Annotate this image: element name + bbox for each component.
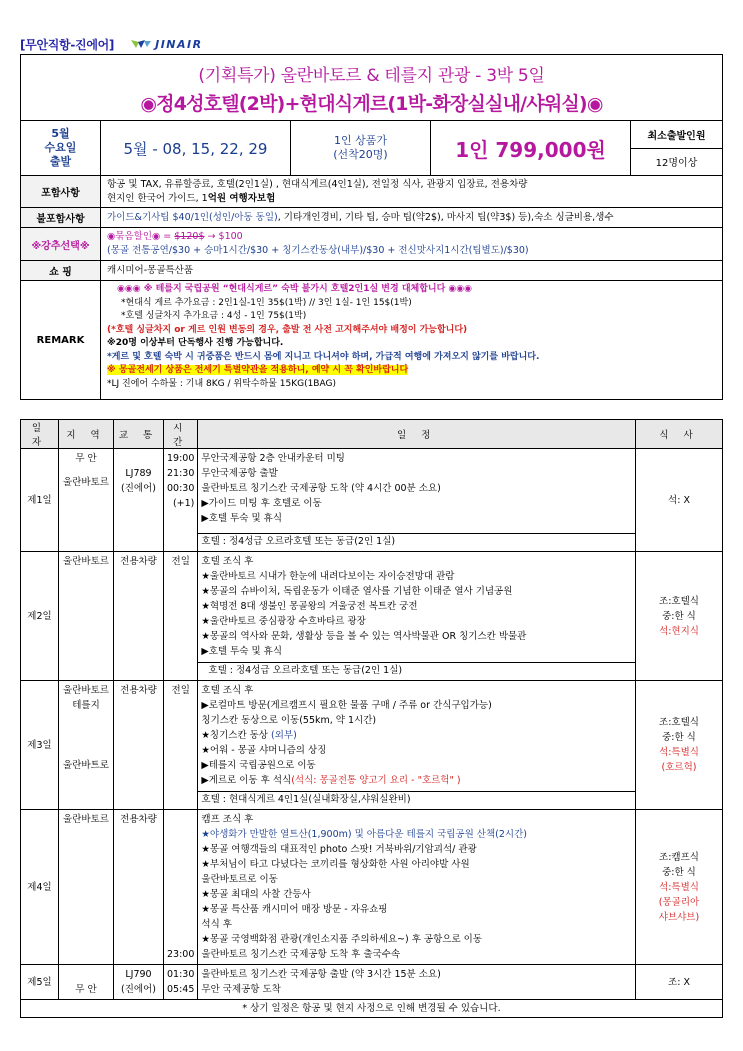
departure-label — [21, 121, 101, 175]
schedule-item: 울란바토르로 이동 — [201, 874, 278, 885]
product-title: (기획특가) 울란바토르 & 테를지 관광 - 3박 5일 — [198, 66, 545, 86]
min-departure-label: 최소출발인원 — [631, 121, 722, 149]
day-meal — [636, 810, 723, 965]
option-old-price: $120$ — [174, 231, 205, 242]
time-2: 21:30 — [167, 468, 195, 479]
day-label: 제4일 — [21, 810, 59, 965]
schedule-item: 무안국제공항 2층 안내카운터 미팅 — [201, 453, 345, 464]
jinair-bird-icon — [130, 38, 152, 50]
itinerary-day-1 — [21, 449, 723, 552]
meal-dinner: 석:현지식 — [659, 625, 699, 637]
schedule-item: ▶호텔 투숙 및 휴식 — [201, 646, 282, 657]
day-region: 울란바토르 — [59, 552, 114, 681]
schedule-item: ★몽골의 슈바이처, 독립운동가 이태준 열사를 기념한 이태준 열사 기념공원 — [201, 586, 513, 597]
min-departure — [631, 121, 722, 175]
time-3: 00:30 — [167, 483, 195, 494]
remark-line-4: (*호텔 싱글차지 or 게르 인원 변동의 경우, 출발 전 사전 고지해주셔야 배정이 가능합니다) — [107, 324, 468, 335]
hotel-info: 호텔 : 정4성급 오르라호텔 또는 동급(2인 1실) — [198, 533, 635, 549]
schedule-item: 호텔 조식 후 — [201, 556, 254, 567]
schedule-item: ★몽골 특산품 캐시미어 매장 방문 - 자유쇼핑 — [201, 904, 388, 915]
hotel-info: 호텔 : 현대식게르 4인1실(실내화장실,샤워실완비) — [198, 791, 635, 807]
remark-line-7: ※ 몽골전세기 상품은 전세기 특별약관을 적용하니, 예약 시 꼭 확인바랍니다 — [107, 365, 409, 375]
exclude-guide-tip: 가이드&기사팁 $40/1인(성인/아동 동일) — [107, 211, 278, 223]
schedule-item: 호텔 조식 후 — [201, 685, 254, 696]
itinerary-note: * 상기 일정은 항공 및 현지 사정으로 인해 변경될 수 있습니다. — [21, 1000, 723, 1018]
schedule-item: ▶가이드 미팅 후 호텔로 이동 — [201, 498, 322, 509]
option-discount — [107, 230, 716, 244]
day-transport — [114, 449, 164, 552]
remark-line-3: *호텔 싱글차지 추가요금 : 4성 - 1인 75$(1박) — [121, 311, 307, 321]
remark-line-2: *현대식 게르 추가요금 : 2인1실-1인 35$(1박) // 3인 1실- 1인 15$(1박) — [121, 297, 412, 308]
time-2: 05:45 — [167, 984, 195, 995]
meal-dinner: 석:특별식 — [659, 747, 699, 758]
option-row — [21, 228, 722, 261]
day-time: 전일 — [164, 552, 198, 681]
departure-label-weekday: 수요일 — [44, 141, 77, 154]
time-1: 19:00 — [167, 453, 195, 464]
day-label: 제5일 — [21, 965, 59, 1000]
product-price-label-1: 1인 상품가 — [334, 134, 387, 147]
day-label: 제3일 — [21, 681, 59, 810]
include-content — [101, 176, 722, 207]
header-region: 지 역 — [59, 420, 114, 449]
remark-line-8: *LJ 진에어 수하물 : 기내 8KG / 위탁수하물 15KG(1BAG) — [107, 378, 336, 389]
remark-line-5: ※20명 이상부터 단독행사 진행 가능합니다. — [107, 338, 284, 348]
schedule-item: 캠프 조식 후 — [201, 814, 254, 825]
schedule-item-text: ★칭기스칸 동상 — [201, 730, 272, 741]
schedule-item: ★몽골 국영백화점 관광(개인소지품 주의하세요~) 후 공항으로 이동 — [201, 934, 483, 945]
day-transport: 전용차량 — [114, 681, 164, 810]
header — [20, 34, 203, 54]
product-price-label — [291, 121, 431, 175]
option-content — [101, 228, 722, 260]
shopping-content: 캐시미어-몽골특산품 — [107, 264, 194, 276]
remark-line-6: *게르 및 호텔 숙박 시 귀중품은 반드시 몸에 지니고 다니셔야 하며, 가급적 여행에 가져오지 않기를 바랍니다. — [107, 351, 540, 362]
itinerary-day-3 — [21, 681, 723, 810]
schedule-item: 칭기스칸 동상으로 이동(55km, 약 1시간) — [201, 715, 377, 726]
schedule-item: 무안 국제공항 도착 — [201, 984, 281, 995]
day-schedule — [198, 810, 636, 965]
header-time: 시 간 — [164, 420, 198, 449]
day-meal: 석: X — [636, 449, 723, 552]
remark-row — [21, 281, 722, 399]
schedule-item: ★몽골 최대의 사찰 간등사 — [201, 889, 311, 900]
day-region: 울란바토르 — [59, 810, 114, 965]
departure-label-text: 출발 — [49, 155, 72, 168]
include-line-2b: 억원 여행자보험 — [207, 193, 276, 204]
schedule-item-note: (외부) — [271, 730, 297, 741]
route-label: [무안직항-진에어] — [20, 37, 115, 52]
min-departure-value: 12명이상 — [655, 158, 698, 170]
exclude-label: 불포함사항 — [21, 208, 101, 227]
product-box — [20, 54, 723, 400]
meal-breakfast: 조:캠프식 — [659, 851, 699, 863]
schedule-item-note: (석식: 몽골전통 양고기 요리 - "호르헉" ) — [291, 775, 461, 786]
day-region — [59, 449, 114, 552]
day-time — [164, 449, 198, 552]
schedule-item-text: ▶게르로 이동 후 석식 — [201, 775, 292, 786]
itinerary-note-row — [21, 1000, 723, 1018]
schedule-item: ★야생화가 만발한 열트산(1,900m) 및 아름다운 테를지 국립공원 산책(2시간) — [201, 829, 527, 840]
header-transport: 교 통 — [114, 420, 164, 449]
time-1: 01:30 — [167, 969, 195, 980]
time-4: (+1) — [172, 498, 195, 509]
jinair-logo-text: JINAIR — [155, 37, 203, 51]
itinerary-table — [20, 419, 723, 1018]
region-3: 울란바트로 — [63, 760, 109, 771]
airline: (진에어) — [121, 984, 156, 995]
header-day: 일 자 — [21, 420, 59, 449]
option-label: ※강추선택※ — [21, 228, 101, 260]
meal-breakfast: 조:호텔식 — [659, 717, 699, 728]
remark-label: REMARK — [21, 281, 101, 399]
schedule-item: ★울란바토르 중심광장 수흐바타르 광장 — [201, 616, 366, 627]
itinerary-day-2 — [21, 552, 723, 681]
product-price: 1인 799,000원 — [431, 121, 631, 175]
shopping-row — [21, 261, 722, 281]
region-1: 무 안 — [75, 453, 97, 464]
shopping-label: 쇼 핑 — [21, 261, 101, 280]
itinerary-header-row — [21, 420, 723, 449]
hotel-info: 호텔 : 정4성급 오르라호텔 또는 동급(2인 1실) — [198, 662, 635, 678]
meal-breakfast: 조:호텔식 — [659, 595, 699, 607]
day-schedule — [198, 965, 636, 1000]
option-details: (몽골 전통공연/$30 + 승마1시간/$30 + 칭기스칸동상(내부)/$30 + 전신맛사지1시간(팁별도)/$30) — [107, 245, 529, 256]
schedule-item: 울란바토르 칭기스칸 국제공항 도착 후 출국수속 — [201, 949, 401, 960]
remark-line-1: ◉◉◉ ※ 테를지 국립공원 “현대식게르” 숙박 불가시 호텔2인1실 변경 대체합니다 ◉◉◉ — [117, 284, 472, 294]
title-area — [21, 55, 722, 121]
flight-number: LJ789 — [125, 468, 152, 479]
schedule-item — [201, 773, 632, 788]
schedule-item: ▶로컬마트 방문(게르캠프시 필요한 물품 구매 / 주류 or 간식구입가능) — [201, 700, 492, 711]
schedule-item: ★몽골 여행객들의 대표적인 photo 스팟! 거북바위/기암괴석/ 관광 — [201, 844, 477, 855]
meal-lunch: 중:한 식 — [662, 732, 696, 743]
schedule-item — [201, 728, 632, 743]
day-transport: 전용차량 — [114, 552, 164, 681]
option-discount-label: ◉묶음할인◉ = — [107, 231, 175, 242]
departure-label-month: 5월 — [51, 127, 70, 140]
schedule-item: ★울란바토르 시내가 한눈에 내려다보이는 자이승전망대 관람 — [201, 571, 455, 582]
jinair-logo — [130, 38, 202, 51]
region-2: 울란바토르 — [63, 477, 109, 488]
exclude-content — [101, 208, 722, 227]
meal-dinner-note: (호르헉) — [661, 762, 697, 773]
meal-dinner-note: (몽골리아 — [658, 896, 700, 908]
flight-number: LJ790 — [125, 969, 152, 980]
region-1: 울란바토르 — [63, 685, 109, 696]
day-region: 무 안 — [59, 965, 114, 1000]
meal-lunch: 중:한 식 — [662, 866, 696, 878]
day-transport: 전용차량 — [114, 810, 164, 965]
meal-dinner-note: 샤브샤브) — [658, 911, 700, 923]
day-time — [164, 965, 198, 1000]
exclude-rest: , 기타개인경비, 기타 팁, 승마 팁(약2$), 마사지 팁(약3$) 등),숙소 싱글비용,생수 — [277, 211, 614, 223]
day-time: 전일 — [164, 681, 198, 810]
day-meal: 조: X — [636, 965, 723, 1000]
schedule-item: ★어워 - 몽골 샤머니즘의 상징 — [201, 745, 327, 756]
departure-dates: 5월 - 08, 15, 22, 29 — [101, 121, 291, 175]
itinerary-day-5 — [21, 965, 723, 1000]
schedule-item: ▶테를지 국립공원으로 이동 — [201, 760, 316, 771]
date-row — [21, 121, 722, 176]
day-transport — [114, 965, 164, 1000]
schedule-item: 석식 후 — [201, 919, 232, 930]
include-row — [21, 176, 722, 208]
day-schedule — [198, 449, 636, 552]
product-price-label-2: (선착20명) — [333, 148, 388, 161]
header-schedule: 일 정 — [198, 420, 636, 449]
option-new-price: → $100 — [204, 231, 243, 242]
header-meal: 식 사 — [636, 420, 723, 449]
schedule-item: ★혁명전 8대 생불인 몽골왕의 겨울궁전 복트칸 궁전 — [201, 601, 418, 612]
remark-content — [101, 281, 722, 399]
meal-lunch: 중:한 식 — [662, 610, 696, 622]
schedule-item: 울란바토르 칭기스칸 국제공항 도착 (약 4시간 00분 소요) — [201, 483, 441, 494]
day-meal — [636, 552, 723, 681]
day-time: 23:00 — [164, 810, 198, 965]
schedule-item: ▶호텔 투숙 및 휴식 — [201, 513, 282, 524]
schedule-item: 울란바토르 칭기스칸 국제공항 출발 (약 3시간 15분 소요) — [201, 969, 441, 980]
day-region — [59, 681, 114, 810]
include-line-2 — [107, 192, 716, 206]
product-subtitle: ◉정4성호텔(2박)+현대식게르(1박-화장실실내/샤워실)◉ — [140, 93, 603, 115]
schedule-item: ★몽골의 역사와 문화, 생활상 등을 볼 수 있는 역사박물관 OR 칭기스칸 박물관 — [201, 631, 527, 642]
day-label: 제2일 — [21, 552, 59, 681]
day-schedule — [198, 552, 636, 681]
day-schedule — [198, 681, 636, 810]
itinerary-day-4 — [21, 810, 723, 965]
include-line-2a: 현지인 한국어 가이드, 1 — [107, 193, 208, 204]
exclude-row — [21, 208, 722, 228]
schedule-item: 무안국제공항 출발 — [201, 468, 278, 479]
day-label: 제1일 — [21, 449, 59, 552]
airline: (진에어) — [121, 483, 156, 494]
day-meal — [636, 681, 723, 810]
schedule-item: ★부처님이 타고 다녔다는 코끼리를 형상화한 사원 아리야발 사원 — [201, 859, 470, 870]
region-2: 테를지 — [72, 700, 100, 711]
meal-dinner: 석:특별식 — [659, 881, 699, 893]
include-label: 포함사항 — [21, 176, 101, 207]
include-line-1: 항공 및 TAX, 유류할증료, 호텔(2인1실) , 현대식게르(4인1실), 전일정 식사, 관광지 입장료, 전용차량 — [107, 179, 528, 190]
